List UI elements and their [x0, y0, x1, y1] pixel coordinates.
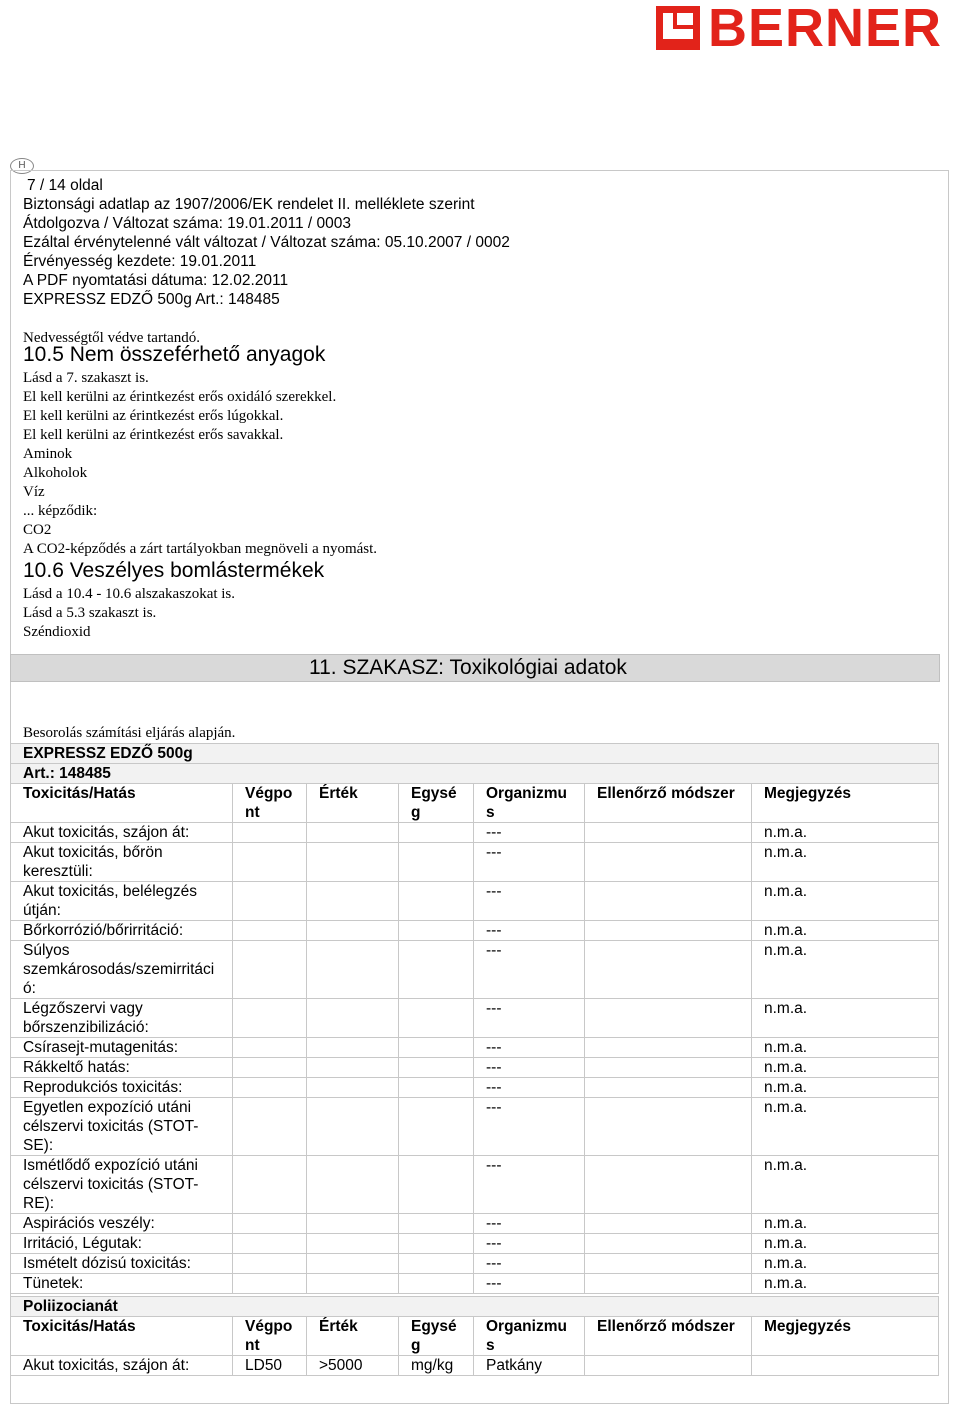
header-line: Érvényesség kezdete: 19.01.2011	[23, 253, 257, 270]
col-header: Egysé g	[399, 784, 474, 823]
body-text: Lásd a 7. szakaszt is.	[23, 370, 149, 386]
organism-cell: ---	[474, 1098, 585, 1156]
organism-cell: ---	[474, 1156, 585, 1214]
effect-cell: Reprodukciós toxicitás:	[11, 1078, 233, 1098]
remark-cell	[752, 1356, 939, 1376]
organism-cell: ---	[474, 941, 585, 999]
organism-cell: ---	[474, 999, 585, 1038]
remark-cell: n.m.a.	[752, 882, 939, 921]
table-row	[11, 1078, 939, 1098]
effect-cell: Súlyos szemkárosodás/szemirritáci ó:	[11, 941, 233, 999]
col-header: Végpo nt	[233, 784, 307, 823]
body-text: CO2	[23, 522, 52, 538]
remark-cell: n.m.a.	[752, 1078, 939, 1098]
table-row	[11, 843, 939, 882]
organism-cell: ---	[474, 843, 585, 882]
value-cell: >5000	[307, 1356, 399, 1376]
page-number: 7 / 14 oldal	[27, 177, 103, 194]
remark-cell: n.m.a.	[752, 1254, 939, 1274]
col-header: Érték	[307, 784, 399, 823]
table-row	[11, 1156, 939, 1214]
body-text: A CO2-képződés a zárt tartályokban megnöveli a nyomást.	[23, 541, 378, 557]
body-text: El kell kerülni az érintkezést erős oxidáló szerekkel.	[23, 389, 337, 405]
table-header-row	[11, 784, 939, 823]
product-article: Art.: 148485	[11, 764, 939, 784]
subsection-heading: 10.5 Nem összeférhető anyagok	[23, 343, 326, 366]
endpoint-cell: LD50	[233, 1356, 307, 1376]
table-row	[11, 1058, 939, 1078]
col-header: Ellenőrző módszer	[585, 1317, 752, 1356]
remark-cell: n.m.a.	[752, 823, 939, 843]
product-name: EXPRESSZ EDZŐ 500g	[11, 744, 939, 764]
effect-cell: Csírasejt-mutagenitás:	[11, 1038, 233, 1058]
body-text: Víz	[23, 484, 45, 500]
organism-cell: ---	[474, 1274, 585, 1294]
body-text: Lásd a 5.3 szakaszt is.	[23, 605, 157, 621]
body-text: El kell kerülni az érintkezést erős lúgokkal.	[23, 408, 284, 424]
organism-cell: ---	[474, 1254, 585, 1274]
header-line: Átdolgozva / Változat száma: 19.01.2011 / 0003	[23, 215, 352, 232]
organism-cell: ---	[474, 1058, 585, 1078]
organism-cell: ---	[474, 1234, 585, 1254]
header-line: EXPRESSZ EDZŐ 500g Art.: 148485	[23, 291, 280, 308]
effect-cell: Akut toxicitás, belélegzés útján:	[11, 882, 233, 921]
remark-cell: n.m.a.	[752, 999, 939, 1038]
berner-logo	[656, 0, 960, 58]
language-badge: H	[10, 158, 34, 174]
organism-cell: ---	[474, 921, 585, 941]
berner-logo-mark-icon	[656, 6, 700, 50]
subsection-heading: 10.6 Veszélyes bomlástermékek	[23, 559, 325, 582]
table-header-row	[11, 1317, 939, 1356]
remark-cell: n.m.a.	[752, 941, 939, 999]
body-text: Lásd a 10.4 - 10.6 alszakaszokat is.	[23, 586, 236, 602]
organism-cell: Patkány	[474, 1356, 585, 1376]
table-row	[11, 882, 939, 921]
table-row	[11, 1214, 939, 1234]
product-name: Poliizocianát	[11, 1297, 939, 1317]
remark-cell: n.m.a.	[752, 1274, 939, 1294]
table-row	[11, 999, 939, 1038]
classification-note: Besorolás számítási eljárás alapján.	[23, 725, 236, 741]
body-text: ... képződik:	[23, 503, 98, 519]
body-text: Alkoholok	[23, 465, 88, 481]
organism-cell: ---	[474, 823, 585, 843]
col-header: Toxicitás/Hatás	[11, 1317, 233, 1356]
header-line: A PDF nyomtatási dátuma: 12.02.2011	[23, 272, 289, 289]
body-text: Aminok	[23, 446, 73, 462]
col-header: Egysé g	[399, 1317, 474, 1356]
col-header: Megjegyzés	[752, 784, 939, 823]
table-row	[11, 941, 939, 999]
table-row	[11, 823, 939, 843]
effect-cell: Akut toxicitás, szájon át:	[11, 823, 233, 843]
table-row	[11, 1038, 939, 1058]
effect-cell: Irritáció, Légutak:	[11, 1234, 233, 1254]
body-text: Széndioxid	[23, 624, 91, 640]
remark-cell: n.m.a.	[752, 843, 939, 882]
organism-cell: ---	[474, 882, 585, 921]
remark-cell: n.m.a.	[752, 1156, 939, 1214]
table-row	[11, 1274, 939, 1294]
section-title: 11. SZAKASZ: Toxikológiai adatok	[309, 656, 627, 679]
effect-cell: Légzőszervi vagy bőrszenzibilizáció:	[11, 999, 233, 1038]
col-header: Ellenőrző módszer	[585, 784, 752, 823]
col-header: Organizmu s	[474, 784, 585, 823]
effect-cell: Bőrkorrózió/bőrirritáció:	[11, 921, 233, 941]
remark-cell: n.m.a.	[752, 1058, 939, 1078]
effect-cell: Ismétlődő expozíció utáni célszervi toxicitás (STOT- RE):	[11, 1156, 233, 1214]
col-header: Megjegyzés	[752, 1317, 939, 1356]
table-row	[11, 1234, 939, 1254]
effect-cell: Ismételt dózisú toxicitás:	[11, 1254, 233, 1274]
col-header: Érték	[307, 1317, 399, 1356]
organism-cell: ---	[474, 1214, 585, 1234]
effect-cell: Egyetlen expozíció utáni célszervi toxicitás (STOT- SE):	[11, 1098, 233, 1156]
method-cell	[585, 1356, 752, 1376]
col-header: Toxicitás/Hatás	[11, 784, 233, 823]
logo-wordmark: BERNER	[708, 0, 943, 58]
table-row	[11, 1098, 939, 1156]
tox-table-product-1	[10, 743, 939, 1294]
section-11-bar	[10, 654, 940, 682]
effect-cell: Rákkeltő hatás:	[11, 1058, 233, 1078]
header-line: Ezáltal érvénytelenné vált változat / Változat száma: 05.10.2007 / 0002	[23, 234, 510, 251]
table-row	[11, 1356, 939, 1376]
table-row	[11, 921, 939, 941]
effect-cell: Tünetek:	[11, 1274, 233, 1294]
organism-cell: ---	[474, 1078, 585, 1098]
effect-cell: Akut toxicitás, bőrön keresztüli:	[11, 843, 233, 882]
tox-table-product-2	[10, 1296, 939, 1376]
organism-cell: ---	[474, 1038, 585, 1058]
body-text: El kell kerülni az érintkezést erős savakkal.	[23, 427, 284, 443]
unit-cell: mg/kg	[399, 1356, 474, 1376]
effect-cell: Akut toxicitás, szájon át:	[11, 1356, 233, 1376]
effect-cell: Aspirációs veszély:	[11, 1214, 233, 1234]
remark-cell: n.m.a.	[752, 1098, 939, 1156]
remark-cell: n.m.a.	[752, 1234, 939, 1254]
remark-cell: n.m.a.	[752, 1214, 939, 1234]
col-header: Végpo nt	[233, 1317, 307, 1356]
table-row	[11, 1254, 939, 1274]
remark-cell: n.m.a.	[752, 1038, 939, 1058]
col-header: Organizmu s	[474, 1317, 585, 1356]
body-text: Nedvességtől védve tartandó.	[23, 330, 201, 346]
header-line: Biztonsági adatlap az 1907/2006/EK rendelet II. melléklete szerint	[23, 196, 475, 213]
remark-cell: n.m.a.	[752, 921, 939, 941]
